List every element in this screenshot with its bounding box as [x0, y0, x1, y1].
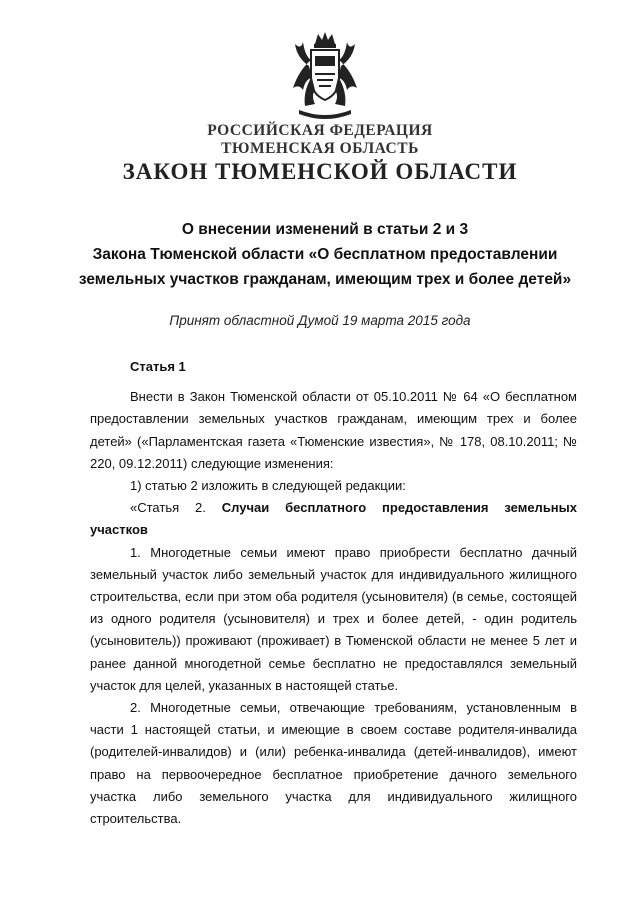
paragraph-1: 1. Многодетные семьи имеют право приобрести бесплатно дачный земельный участок либо земельный участок для индивидуального жилищного строительства, если при этом оба родителя (усыновителя) (в семье, состоящей из одного родителя (усыновителя) и трех и более детей, - один родитель (усыновитель)) проживают (проживает) в Тюменской области не менее 5 лет и ранее данной многодетной семье бесплатно не предоставлялся земельный участок для целей, указанных в настоящей статье. [90, 544, 577, 693]
quoted-article-heading [90, 497, 577, 541]
document-body [90, 356, 577, 830]
header-region: ТЮМЕНСКАЯ ОБЛАСТЬ [221, 140, 419, 157]
coat-of-arms-emblem [285, 30, 365, 122]
article-heading: Статья 1 [130, 359, 186, 374]
adoption-note: Принят областной Думой 19 марта 2015 года [169, 313, 471, 328]
quoted-article-prefix: «Статья 2. [130, 500, 222, 516]
article-intro: Внести в Закон Тюменской области от 05.10.2011 № 64 «О бесплатном предоставлении земельных участков гражданам, имеющим трех и более детей» («Парламентская газета «Тюменские известия», № 178, 08.10.2011; № 220, 09.12.2011) следующие изменения: [90, 389, 577, 471]
document-title-line-1: О внесении изменений в статьи 2 и 3 [181, 221, 469, 238]
header-law-title: ЗАКОН ТЮМЕНСКОЙ ОБЛАСТИ [122, 159, 518, 184]
document-title-line-2: Закона Тюменской области «О бесплатном предоставлении [92, 246, 558, 263]
paragraph-2: 2. Многодетные семьи, отвечающие требованиям, установленным в части 1 настоящей статьи, и имеющие в своем составе родителя-инвалида (родителей-инвалидов) и (или) ребенка-инвалида (детей-инвалидов), имеют право на первоочередное бесплатное приобретение дачного земельного участка либо земельного участка для индивидуального жилищного строительства. [90, 700, 577, 827]
amendment-item-1: 1) статью 2 изложить в следующей редакции: [130, 478, 406, 494]
quoted-article-title: Случаи бесплатного предоставления земельных участков [90, 500, 577, 538]
document-title-line-3: земельных участков гражданам, имеющим трех и более детей» [78, 271, 572, 288]
header-country: РОССИЙСКАЯ ФЕДЕРАЦИЯ [207, 122, 433, 139]
